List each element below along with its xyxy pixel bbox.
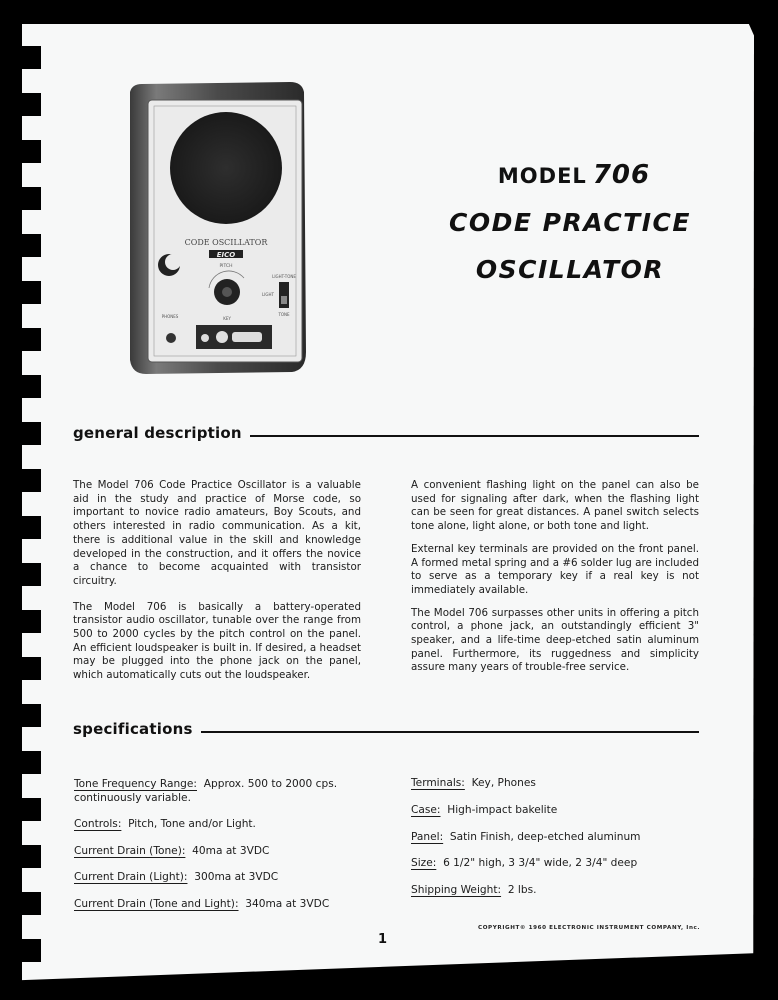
binding-notch — [22, 892, 41, 915]
binding-notch — [22, 516, 41, 539]
model-heading — [448, 160, 700, 190]
spec-size — [411, 857, 711, 871]
spec-key: Tone Frequency Range: — [74, 778, 197, 790]
specifications-heading — [73, 720, 699, 738]
binding-notch — [22, 46, 41, 69]
panel-label: CODE OSCILLATOR — [184, 238, 268, 247]
model-label: MODEL — [497, 164, 587, 188]
spec-key: Shipping Weight: — [411, 884, 502, 896]
spec-value: 40ma at 3VDC — [192, 845, 270, 857]
spec-key: Size: — [411, 857, 437, 869]
pitch-label: PITCH — [219, 264, 233, 269]
brand-logo: EICO — [216, 251, 236, 259]
spec-value: 2 lbs. — [507, 884, 537, 896]
binding-notch — [22, 93, 41, 116]
spec-panel — [411, 831, 711, 845]
binding-notch — [22, 657, 41, 680]
section-title: specifications — [73, 720, 193, 738]
spec-tone-frequency — [74, 778, 364, 805]
light-tone-label: LIGHT-TONE — [272, 274, 296, 279]
heading-rule — [201, 731, 699, 733]
spec-current-drain-tone-light — [74, 898, 374, 912]
title-line-2: OSCILLATOR — [475, 255, 665, 284]
spec-key: Current Drain (Tone and Light): — [74, 898, 239, 910]
spec-value: 300ma at 3VDC — [194, 871, 279, 883]
light-label: LIGHT — [262, 292, 274, 297]
spec-shipping-weight — [411, 884, 711, 898]
binding-notch — [22, 939, 41, 962]
binding-notch — [22, 845, 41, 868]
binding-notch — [22, 234, 41, 257]
spec-key: Case: — [411, 804, 441, 816]
binding-notch — [22, 704, 41, 727]
spec-value: Satin Finish, deep-etched aluminum — [449, 831, 641, 843]
spec-key: Panel: — [411, 831, 444, 843]
spec-current-drain-light — [74, 871, 364, 885]
binding-notch — [22, 469, 41, 492]
key-label: KEY — [223, 316, 231, 321]
spec-key: Controls: — [74, 818, 122, 830]
spec-current-drain-tone — [74, 845, 364, 859]
heading-rule — [250, 435, 699, 437]
spec-value: Key, Phones — [471, 777, 536, 789]
binding-notch — [22, 375, 41, 398]
phones-label: PHONES — [161, 314, 179, 319]
spec-terminals — [411, 777, 711, 791]
title-block — [440, 160, 700, 284]
spec-value: Approx. 500 to 2000 cps. continuously variable. — [74, 778, 338, 804]
paragraph: The Model 706 Code Practice Oscillator is a valuable aid in the study and practice of Morse code, so important to novice radio amateurs, Boy Scouts, and others interested in radio communication. As a kit, there is additional value in the skill and knowledge developed in the construction, and it offers the novice a chance to become acquainted with transistor circuitry. — [73, 479, 361, 587]
paragraph: External key terminals are provided on the front panel. A formed metal spring and a #6 solder lug are included to serve as a temporary key if a real key is not immediately available. — [411, 542, 699, 596]
spec-case — [411, 804, 711, 818]
spec-key: Current Drain (Light): — [74, 871, 188, 883]
spec-key: Terminals: — [411, 777, 465, 789]
tone-label: TONE — [278, 312, 290, 317]
page-number: 1 — [378, 932, 388, 947]
spec-controls — [74, 818, 364, 832]
binding-notch — [22, 281, 41, 304]
binding-notch — [22, 563, 41, 586]
binding-notch — [22, 140, 41, 163]
general-description-heading — [73, 424, 699, 442]
description-right-column — [411, 479, 699, 684]
binding-notch — [22, 187, 41, 210]
paragraph: The Model 706 is basically a battery-operated transistor audio oscillator, tunable over the range from 500 to 2000 cycles by the pitch control on the panel. An efficient loudspeaker is built in. If desired, a headset may be plugged into the phone jack on the panel, which automatically cuts out the loudspeaker. — [73, 600, 361, 682]
description-left-column — [73, 479, 361, 692]
spec-value: 340ma at 3VDC — [245, 898, 330, 910]
spec-value: High-impact bakelite — [447, 804, 558, 816]
copyright-notice: COPYRIGHT© 1960 ELECTRONIC INSTRUMENT COMPANY, Inc. — [478, 925, 701, 931]
paragraph: The Model 706 surpasses other units in offering a pitch control, a phone jack, an outstandingly efficient 3" speaker, and a life-time deep-etched satin aluminum panel. Furthermore, its ruggedness and simplicity assure many years of trouble-free service. — [411, 606, 699, 674]
binding-notch — [22, 798, 41, 821]
binding-notch — [22, 610, 41, 633]
binding-notch — [22, 422, 41, 445]
binding-notch — [22, 751, 41, 774]
spec-key: Current Drain (Tone): — [74, 845, 186, 857]
product-photo — [126, 82, 308, 374]
spec-value: 6 1/2" high, 3 3/4" wide, 2 3/4" deep — [443, 857, 638, 869]
paragraph: A convenient flashing light on the panel can also be used for signaling after dark, when the flashing light can be seen for great distances. A panel switch selects tone alone, light alone, or both tone and light. — [411, 479, 699, 533]
section-title: general description — [73, 424, 242, 442]
spec-value: Pitch, Tone and/or Light. — [128, 818, 256, 830]
model-number: 706 — [592, 160, 651, 190]
title-line-1: CODE PRACTICE — [449, 208, 691, 237]
binding-notch — [22, 328, 41, 351]
